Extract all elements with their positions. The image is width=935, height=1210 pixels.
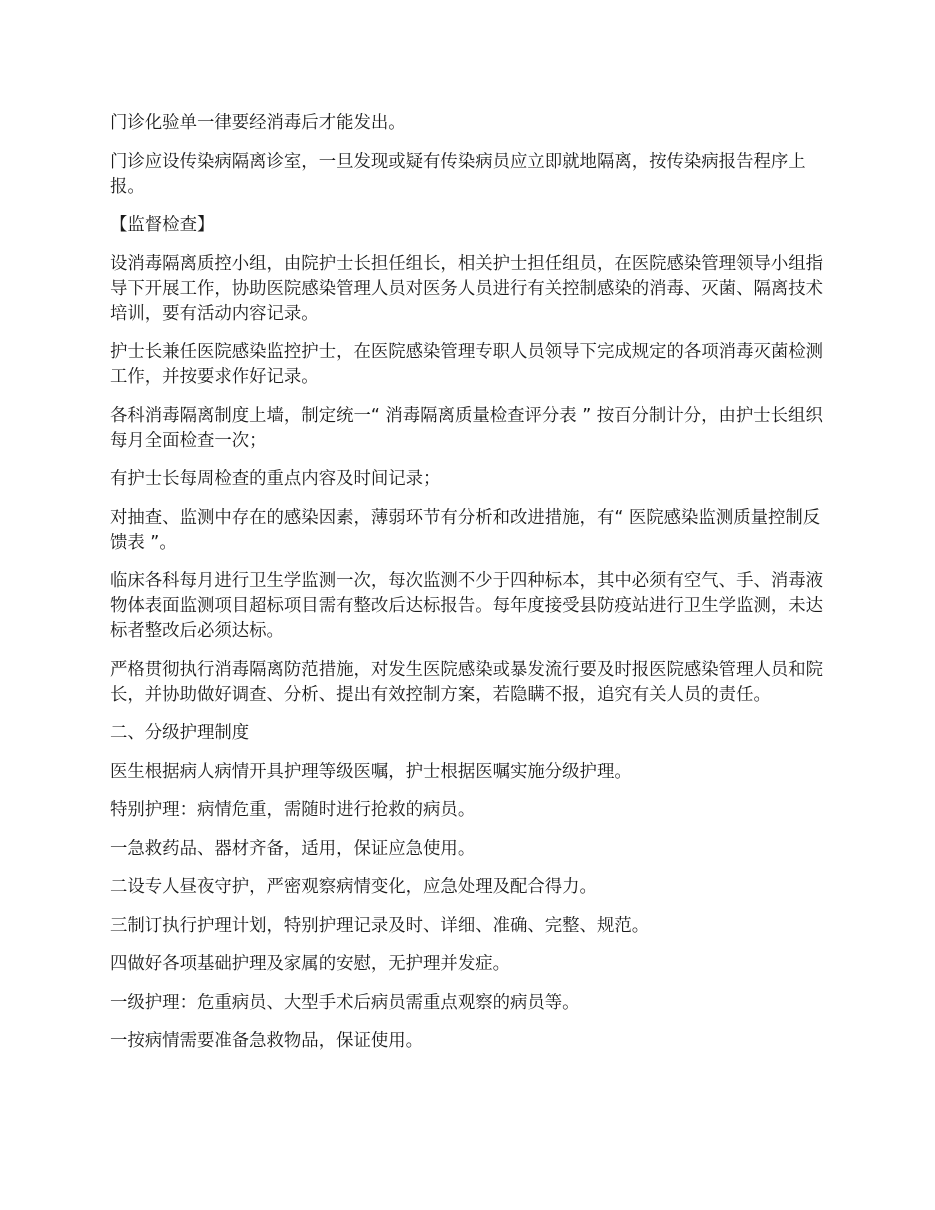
paragraph: 有护士长每周检查的重点内容及时间记录； [110,469,441,489]
paragraph: 一急救药品、器材齐备，适用，保证应急使用。 [110,838,476,859]
paragraph: 二设专人昼夜守护，严密观察病情变化，应急处理及配合得力。 [110,877,597,897]
paragraph: 四做好各项基础护理及家属的安慰，无护理并发症。 [110,954,510,974]
paragraph: 一级护理：危重病员、大型手术后病员需重点观察的病员等。 [110,992,580,1013]
paragraph: 临床各科每月进行卫生学监测一次，每次监测不少于四种标本，其中必须有空气、手、消毒液物体表面监测项目超标项目需有整改后达标报告。每年度接受县防疫站进行卫生学监测，未达标者整改后必须达标。 [110,571,824,641]
paragraph: 门诊应设传染病隔离诊室，一旦发现或疑有传染病员应立即就地隔离，按传染病报告程序上报。 [110,151,806,197]
paragraph: 门诊化验单一律要经消毒后才能发出。 [110,113,406,133]
paragraph: 特别护理：病情危重，需随时进行抢救的病员。 [110,800,476,820]
paragraph: 设消毒隔离质控小组，由院护士长担任组长，相关护士担任组员，在医院感染管理领导小组指导下开展工作，协助医院感染管理人员对医务人员进行有关控制感染的消毒、灭菌、隔离技术培训，要有活动内容记录。 [110,253,824,324]
section-heading: 【监督检查】 [110,215,215,235]
paragraph: 护士长兼任医院感染监控护士，在医院感染管理专职人员领导下完成规定的各项消毒灭菌检测工作，并按要求作好记录。 [110,342,824,387]
paragraph: 各科消毒隔离制度上墙，制定统一“ 消毒隔离质量检查评分表 ” 按百分制计分，由护士长组织每月全面检查一次； [110,405,823,451]
document-body [110,111,832,1068]
paragraph: 三制订执行护理计划，特别护理记录及时、详细、准确、完整、规范。 [110,915,650,936]
paragraph: 对抽查、监测中存在的感染因素，薄弱环节有分析和改进措施，有“ 医院感染监测质量控制反馈表 ”。 [110,507,821,553]
section-heading: 二、分级护理制度 [110,723,250,743]
paragraph: 严格贯彻执行消毒隔离防范措施，对发生医院感染或暴发流行要及时报医院感染管理人员和院长，并协助做好调查、分析、提出有效控制方案，若隐瞒不报，追究有关人员的责任。 [110,659,824,705]
paragraph: 一按病情需要准备急救物品，保证使用。 [110,1031,424,1051]
paragraph: 医生根据病人病情开具护理等级医嘱，护士根据医嘱实施分级护理。 [110,761,632,782]
